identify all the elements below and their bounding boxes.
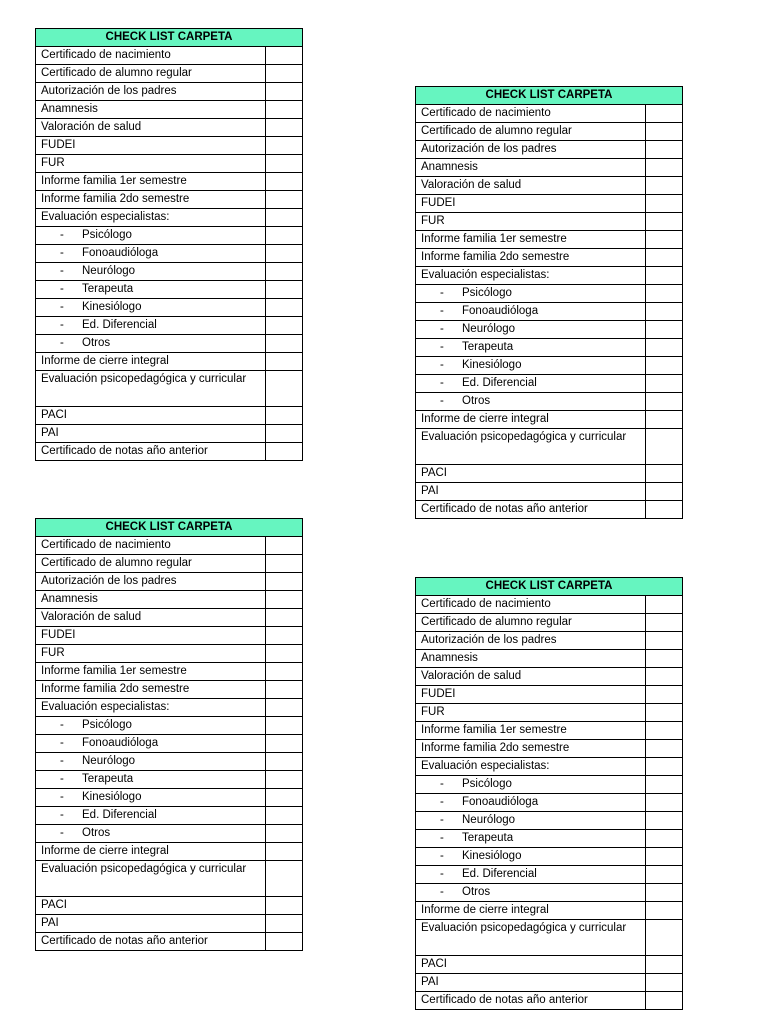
checklist-row xyxy=(36,263,302,281)
checklist-row xyxy=(36,573,302,591)
checkbox-cell[interactable] xyxy=(265,299,302,316)
checkbox-cell[interactable] xyxy=(645,866,682,883)
checkbox-cell[interactable] xyxy=(265,47,302,64)
checklist-row xyxy=(36,681,302,699)
checklist-row xyxy=(416,249,682,267)
checklist-row xyxy=(36,591,302,609)
checklist-item-label: - Ed. Diferencial xyxy=(36,807,265,824)
checklist-item-label: - Kinesiólogo xyxy=(416,357,645,374)
checkbox-cell[interactable] xyxy=(265,281,302,298)
checklist-item-label: Informe familia 2do semestre xyxy=(41,683,190,695)
checkbox-cell[interactable] xyxy=(645,105,682,122)
checklist-item-label: Evaluación psicopedagógica y curricular xyxy=(41,863,247,875)
checklist-row xyxy=(416,105,682,123)
checklist-item-label: FUDEI xyxy=(41,139,76,151)
checkbox-cell[interactable] xyxy=(645,231,682,248)
checklist-row xyxy=(416,920,682,956)
checkbox-cell[interactable] xyxy=(645,249,682,266)
checklist-row xyxy=(416,141,682,159)
checkbox-cell[interactable] xyxy=(645,285,682,302)
checkbox-cell[interactable] xyxy=(645,501,682,518)
checkbox-cell[interactable] xyxy=(265,101,302,118)
checklist-row xyxy=(36,555,302,573)
checklist-item-label: Anamnesis xyxy=(421,161,478,173)
checkbox-cell[interactable] xyxy=(265,663,302,680)
checklist-item-label: Informe familia 2do semestre xyxy=(41,193,190,205)
checkbox-cell[interactable] xyxy=(265,627,302,644)
checkbox-cell[interactable] xyxy=(645,483,682,500)
checkbox-cell[interactable] xyxy=(265,735,302,752)
checklist-item-label: Valoración de salud xyxy=(421,179,522,191)
checkbox-cell[interactable] xyxy=(265,573,302,590)
checklist-item-label: - Kinesiólogo xyxy=(36,299,265,316)
checkbox-cell[interactable] xyxy=(265,789,302,806)
checkbox-cell[interactable] xyxy=(265,807,302,824)
checkbox-cell[interactable] xyxy=(645,632,682,649)
checklist-row xyxy=(36,191,302,209)
checklist-row xyxy=(36,663,302,681)
checklist-row xyxy=(36,83,302,101)
checklist-item-label: - Fonoaudióloga xyxy=(416,794,645,811)
checklist-item-label: Evaluación especialistas: xyxy=(421,760,550,772)
checkbox-cell[interactable] xyxy=(265,191,302,208)
checklist-item-label: Autorización de los padres xyxy=(41,575,177,587)
checklist-row xyxy=(36,137,302,155)
checkbox-cell[interactable] xyxy=(265,137,302,154)
checklist-item-label: Informe familia 1er semestre xyxy=(421,724,567,736)
checkbox-cell[interactable] xyxy=(265,227,302,244)
checklist-row xyxy=(36,299,302,317)
checkbox-cell[interactable] xyxy=(645,668,682,685)
checklist-row xyxy=(36,407,302,425)
checkbox-cell[interactable] xyxy=(645,213,682,230)
checkbox-cell[interactable] xyxy=(265,173,302,190)
checkbox-cell[interactable] xyxy=(265,65,302,82)
checklist-item-label: Certificado de alumno regular xyxy=(41,557,192,569)
checkbox-cell[interactable] xyxy=(265,443,302,460)
checklist-item-label: PACI xyxy=(41,899,67,911)
checklist-row xyxy=(36,155,302,173)
checklist-row xyxy=(416,177,682,195)
checkbox-cell[interactable] xyxy=(265,843,302,860)
checkbox-cell[interactable] xyxy=(645,830,682,847)
checklist-item-label: Autorización de los padres xyxy=(421,143,557,155)
checkbox-cell[interactable] xyxy=(645,393,682,410)
checklist-item-label: Informe de cierre integral xyxy=(41,845,169,857)
checklist-item-label: - Terapeuta xyxy=(416,830,645,847)
checkbox-cell[interactable] xyxy=(645,339,682,356)
checklist-item-label: - Otros xyxy=(416,393,645,410)
checklist-row xyxy=(416,722,682,740)
checklist-row xyxy=(36,371,302,407)
checklist-row xyxy=(416,668,682,686)
checklist-item-label: - Psicólogo xyxy=(36,227,265,244)
checklist-item-label: Evaluación especialistas: xyxy=(41,211,170,223)
checklist-row xyxy=(416,650,682,668)
checkbox-cell[interactable] xyxy=(265,353,302,370)
checklist-row xyxy=(36,317,302,335)
checklist-row xyxy=(36,537,302,555)
checkbox-cell[interactable] xyxy=(645,357,682,374)
checklist-row xyxy=(416,213,682,231)
checklist-row xyxy=(416,303,682,321)
checklist-row xyxy=(416,632,682,650)
checkbox-cell[interactable] xyxy=(645,992,682,1009)
checklist-row xyxy=(36,717,302,735)
checklist-row xyxy=(36,609,302,627)
checklist-item-label: - Fonoaudióloga xyxy=(36,245,265,262)
checklist-row xyxy=(416,830,682,848)
checklist-item-label: - Psicólogo xyxy=(36,717,265,734)
checklist-item-label: PAI xyxy=(41,427,59,439)
checkbox-cell[interactable] xyxy=(265,119,302,136)
checklist-item-label: Anamnesis xyxy=(421,652,478,664)
checklist-item-label: Informe familia 2do semestre xyxy=(421,742,570,754)
checkbox-cell[interactable] xyxy=(645,686,682,703)
checklist-row xyxy=(416,483,682,501)
checkbox-cell[interactable] xyxy=(645,303,682,320)
checklist-row xyxy=(416,794,682,812)
checkbox-cell[interactable] xyxy=(645,159,682,176)
checkbox-cell[interactable] xyxy=(645,267,682,284)
checklist-item-label: - Psicólogo xyxy=(416,776,645,793)
checklist-row xyxy=(416,231,682,249)
checkbox-cell[interactable] xyxy=(265,681,302,698)
checklist-row xyxy=(36,915,302,933)
checklist-row xyxy=(416,393,682,411)
checkbox-cell[interactable] xyxy=(265,245,302,262)
checkbox-cell[interactable] xyxy=(645,902,682,919)
checkbox-cell[interactable] xyxy=(645,722,682,739)
checklist-row xyxy=(416,884,682,902)
checklist-row xyxy=(416,866,682,884)
checklist-item-label: - Neurólogo xyxy=(36,263,265,280)
checklist-item-label: - Neurólogo xyxy=(36,753,265,770)
checklist-item-label: Anamnesis xyxy=(41,103,98,115)
checklist-row xyxy=(416,429,682,465)
checklist-item-label: - Fonoaudióloga xyxy=(416,303,645,320)
checkbox-cell[interactable] xyxy=(645,848,682,865)
checklist-row xyxy=(416,776,682,794)
checklist-row xyxy=(416,339,682,357)
checklist-item-label: Evaluación especialistas: xyxy=(421,269,550,281)
checklist-item-label: Evaluación psicopedagógica y curricular xyxy=(421,431,627,443)
checklist-item-label: - Ed. Diferencial xyxy=(416,375,645,392)
checklist-item-label: FUDEI xyxy=(421,688,456,700)
checklist-row xyxy=(36,861,302,897)
checklist-item-label: - Otros xyxy=(36,825,265,842)
checkbox-cell[interactable] xyxy=(645,794,682,811)
checkbox-cell[interactable] xyxy=(645,776,682,793)
checklist-item-label: Valoración de salud xyxy=(421,670,522,682)
checklist-row xyxy=(36,245,302,263)
checkbox-cell[interactable] xyxy=(645,177,682,194)
checklist-row xyxy=(36,209,302,227)
checkbox-cell[interactable] xyxy=(265,825,302,842)
checkbox-cell[interactable] xyxy=(265,933,302,950)
checklist-item-label: Certificado de nacimiento xyxy=(421,107,551,119)
checkbox-cell[interactable] xyxy=(265,915,302,932)
checkbox-cell[interactable] xyxy=(265,591,302,608)
checklist-item-label: PAI xyxy=(421,976,439,988)
checkbox-cell[interactable] xyxy=(645,614,682,631)
checklist-item-label: Certificado de notas año anterior xyxy=(421,503,588,515)
checklist-item-label: - Neurólogo xyxy=(416,812,645,829)
checklist-item-label: - Ed. Diferencial xyxy=(36,317,265,334)
checklist-row xyxy=(416,812,682,830)
checkbox-cell[interactable] xyxy=(645,321,682,338)
checklist-row xyxy=(416,614,682,632)
checklist-row xyxy=(416,956,682,974)
checkbox-cell[interactable] xyxy=(645,123,682,140)
checklist-item-label: Evaluación psicopedagógica y curricular xyxy=(41,373,247,385)
checklist-table-bottom-left xyxy=(35,518,303,951)
checklist-item-label: Valoración de salud xyxy=(41,121,142,133)
checkbox-cell[interactable] xyxy=(265,699,302,716)
checklist-item-label: Certificado de nacimiento xyxy=(41,49,171,61)
checklist-item-label: PACI xyxy=(41,409,67,421)
checklist-item-label: - Psicólogo xyxy=(416,285,645,302)
checklist-item-label: Informe familia 1er semestre xyxy=(41,175,187,187)
checklist-row xyxy=(36,933,302,950)
checklist-item-label: - Kinesiólogo xyxy=(36,789,265,806)
checklist-row xyxy=(416,848,682,866)
checklist-item-label: Certificado de alumno regular xyxy=(421,125,572,137)
checklist-item-label: Informe familia 2do semestre xyxy=(421,251,570,263)
checklist-item-label: Certificado de nacimiento xyxy=(41,539,171,551)
checklist-row xyxy=(416,375,682,393)
checkbox-cell[interactable] xyxy=(265,407,302,424)
checkbox-cell[interactable] xyxy=(645,884,682,901)
checkbox-cell[interactable] xyxy=(265,317,302,334)
checklist-item-label: - Terapeuta xyxy=(416,339,645,356)
checklist-row xyxy=(36,425,302,443)
checklist-row xyxy=(36,335,302,353)
checklist-item-label: FUR xyxy=(421,215,445,227)
checklist-row xyxy=(36,65,302,83)
checklist-row xyxy=(36,119,302,137)
checklist-row xyxy=(36,825,302,843)
checklist-item-label: FUR xyxy=(41,647,65,659)
checklist-title: CHECK LIST CARPETA xyxy=(36,519,302,537)
checklist-title: CHECK LIST CARPETA xyxy=(416,578,682,596)
checkbox-cell[interactable] xyxy=(265,555,302,572)
checklist-item-label: Autorización de los padres xyxy=(41,85,177,97)
checkbox-cell[interactable] xyxy=(265,537,302,554)
checklist-row xyxy=(36,699,302,717)
checklist-row xyxy=(36,807,302,825)
checklist-row xyxy=(416,992,682,1009)
checklist-item-label: - Terapeuta xyxy=(36,771,265,788)
checklist-title: CHECK LIST CARPETA xyxy=(36,29,302,47)
checklist-item-label: Informe de cierre integral xyxy=(421,904,549,916)
checkbox-cell[interactable] xyxy=(645,195,682,212)
checkbox-cell[interactable] xyxy=(645,650,682,667)
checklist-row xyxy=(36,227,302,245)
checklist-table-top-left xyxy=(35,28,303,461)
checkbox-cell[interactable] xyxy=(265,209,302,226)
checklist-row xyxy=(416,267,682,285)
checklist-row xyxy=(36,443,302,460)
checklist-table-top-right xyxy=(415,86,683,519)
checklist-item-label: - Ed. Diferencial xyxy=(416,866,645,883)
checklist-table-bottom-right xyxy=(415,577,683,1010)
checkbox-cell[interactable] xyxy=(645,465,682,482)
checklist-item-label: Autorización de los padres xyxy=(421,634,557,646)
checklist-item-label: Anamnesis xyxy=(41,593,98,605)
checkbox-cell[interactable] xyxy=(265,645,302,662)
checklist-row xyxy=(416,285,682,303)
checklist-row xyxy=(36,173,302,191)
checkbox-cell[interactable] xyxy=(265,335,302,352)
checkbox-cell[interactable] xyxy=(265,371,302,406)
checklist-row xyxy=(416,159,682,177)
checklist-row xyxy=(36,281,302,299)
checkbox-cell[interactable] xyxy=(645,956,682,973)
checklist-row xyxy=(416,740,682,758)
checklist-item-label: PAI xyxy=(421,485,439,497)
checklist-item-label: - Otros xyxy=(416,884,645,901)
checklist-item-label: Valoración de salud xyxy=(41,611,142,623)
checklist-item-label: Evaluación psicopedagógica y curricular xyxy=(421,922,627,934)
checklist-row xyxy=(36,47,302,65)
checklist-item-label: Informe de cierre integral xyxy=(41,355,169,367)
checklist-row xyxy=(416,686,682,704)
checklist-item-label: - Otros xyxy=(36,335,265,352)
checkbox-cell[interactable] xyxy=(645,596,682,613)
checklist-title: CHECK LIST CARPETA xyxy=(416,87,682,105)
checkbox-cell[interactable] xyxy=(645,920,682,955)
checkbox-cell[interactable] xyxy=(265,83,302,100)
checkbox-cell[interactable] xyxy=(645,141,682,158)
checklist-item-label: FUR xyxy=(421,706,445,718)
checklist-item-label: Certificado de notas año anterior xyxy=(41,935,208,947)
checklist-row xyxy=(36,353,302,371)
checklist-row xyxy=(36,627,302,645)
checklist-row xyxy=(416,758,682,776)
checkbox-cell[interactable] xyxy=(645,375,682,392)
checklist-item-label: Informe familia 1er semestre xyxy=(421,233,567,245)
checklist-row xyxy=(416,465,682,483)
checkbox-cell[interactable] xyxy=(265,771,302,788)
checkbox-cell[interactable] xyxy=(265,425,302,442)
checklist-row xyxy=(416,411,682,429)
checkbox-cell[interactable] xyxy=(265,609,302,626)
checklist-row xyxy=(36,789,302,807)
checklist-row xyxy=(416,123,682,141)
checkbox-cell[interactable] xyxy=(265,753,302,770)
checklist-row xyxy=(36,101,302,119)
checklist-row xyxy=(416,902,682,920)
checklist-row xyxy=(36,645,302,663)
checklist-item-label: Certificado de alumno regular xyxy=(41,67,192,79)
checklist-item-label: PACI xyxy=(421,958,447,970)
checklist-item-label: - Neurólogo xyxy=(416,321,645,338)
checkbox-cell[interactable] xyxy=(645,974,682,991)
checklist-row xyxy=(36,735,302,753)
checklist-item-label: Informe de cierre integral xyxy=(421,413,549,425)
checklist-item-label: Certificado de alumno regular xyxy=(421,616,572,628)
checkbox-cell[interactable] xyxy=(645,740,682,757)
checkbox-cell[interactable] xyxy=(645,429,682,464)
checkbox-cell[interactable] xyxy=(265,861,302,896)
checkbox-cell[interactable] xyxy=(645,411,682,428)
checklist-row xyxy=(36,897,302,915)
checklist-item-label: Certificado de notas año anterior xyxy=(421,994,588,1006)
checklist-row xyxy=(416,501,682,518)
checkbox-cell[interactable] xyxy=(265,155,302,172)
checklist-row xyxy=(416,704,682,722)
checklist-row xyxy=(416,974,682,992)
checklist-row xyxy=(36,753,302,771)
checkbox-cell[interactable] xyxy=(265,263,302,280)
checklist-item-label: FUR xyxy=(41,157,65,169)
checkbox-cell[interactable] xyxy=(645,704,682,721)
checklist-item-label: FUDEI xyxy=(421,197,456,209)
checkbox-cell[interactable] xyxy=(645,812,682,829)
checklist-item-label: - Kinesiólogo xyxy=(416,848,645,865)
checklist-row xyxy=(36,771,302,789)
checklist-row xyxy=(416,195,682,213)
checklist-item-label: - Terapeuta xyxy=(36,281,265,298)
checklist-item-label: Certificado de nacimiento xyxy=(421,598,551,610)
checklist-item-label: Certificado de notas año anterior xyxy=(41,445,208,457)
checklist-item-label: - Fonoaudióloga xyxy=(36,735,265,752)
checklist-row xyxy=(416,321,682,339)
checkbox-cell[interactable] xyxy=(265,897,302,914)
checklist-row xyxy=(416,357,682,375)
checklist-item-label: PAI xyxy=(41,917,59,929)
checklist-row xyxy=(36,843,302,861)
checkbox-cell[interactable] xyxy=(645,758,682,775)
checklist-row xyxy=(416,596,682,614)
checklist-item-label: Evaluación especialistas: xyxy=(41,701,170,713)
checklist-item-label: FUDEI xyxy=(41,629,76,641)
checkbox-cell[interactable] xyxy=(265,717,302,734)
checklist-item-label: Informe familia 1er semestre xyxy=(41,665,187,677)
checklist-item-label: PACI xyxy=(421,467,447,479)
